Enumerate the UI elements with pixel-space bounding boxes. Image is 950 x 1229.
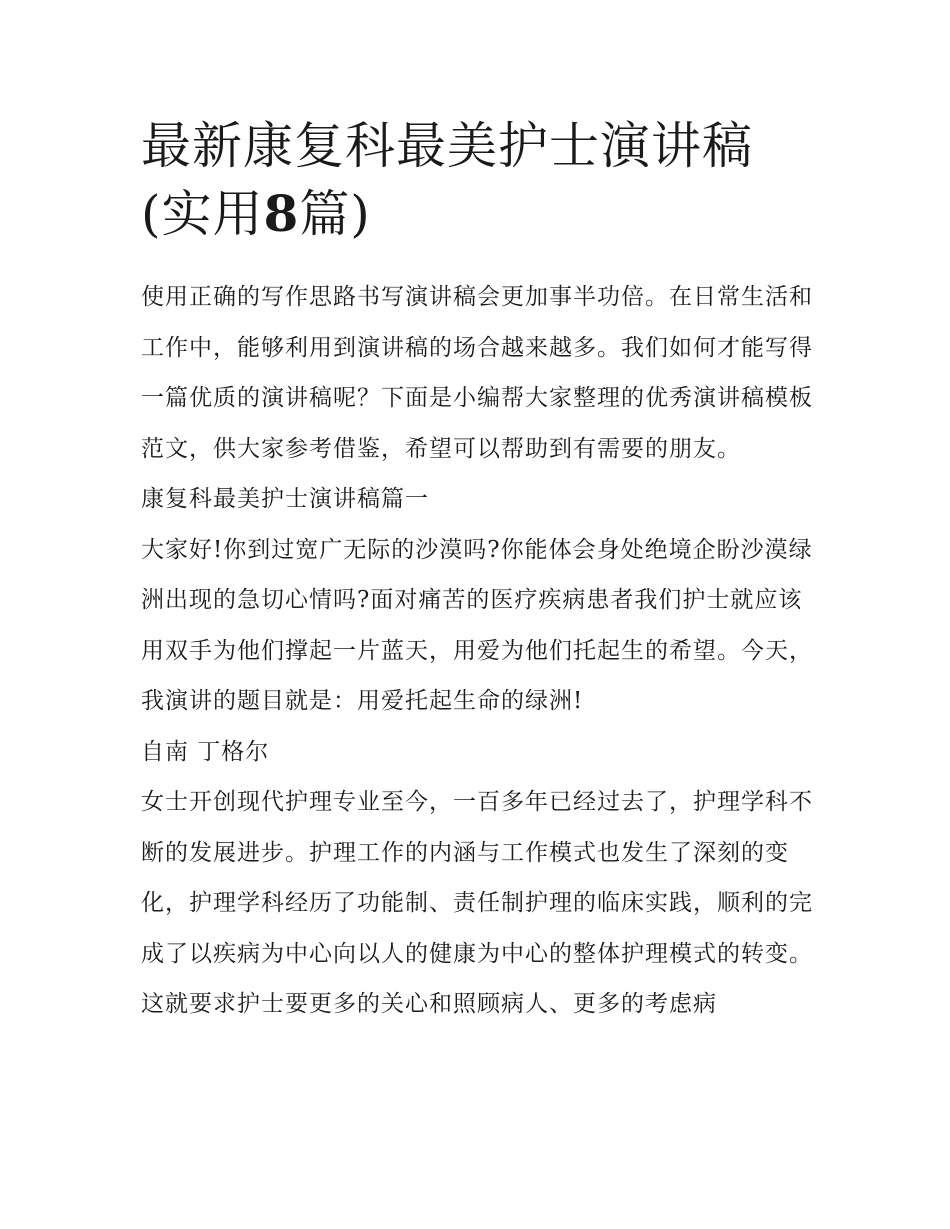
- body-paragraph: 女士开创现代护理专业至今，一百多年已经过去了，护理学科不断的发展进步。护理工作的内涵与工作模式也发生了深刻的变化，护理学科经历了功能制、责任制护理的临床实践，顺利的完成了以疾病为中心向以人的健康为中心的整体护理模式的转变。这就要求护士要更多的关心和照顾病人、更多的考虑病: [141, 789, 813, 1017]
- intro-paragraph: 使用正确的写作思路书写演讲稿会更加事半功倍。在日常生活和工作中，能够利用到演讲稿的场合越来越多。我们如何才能写得一篇优质的演讲稿呢？下面是小编帮大家整理的优秀演讲稿模板范文，供大家参考借鉴，希望可以帮助到有需要的朋友。: [141, 284, 813, 462]
- body-paragraph: 自南 丁格尔: [141, 738, 270, 765]
- document-page: [141, 112, 813, 1030]
- section-heading: 康复科最美护士演讲稿篇一: [141, 486, 429, 512]
- document-title: 最新康复科最美护士演讲稿(实用8篇): [141, 117, 753, 243]
- body-paragraph: 大家好!你到过宽广无际的沙漠吗?你能体会身处绝境企盼沙漠绿洲出现的急切心情吗?面对痛苦的医疗疾病患者我们护士就应该用双手为他们撑起一片蓝天，用爱为他们托起生的希望。今天，我演讲的题目就是：用爱托起生命的绿洲!: [141, 536, 813, 714]
- title-number: 8: [263, 184, 300, 243]
